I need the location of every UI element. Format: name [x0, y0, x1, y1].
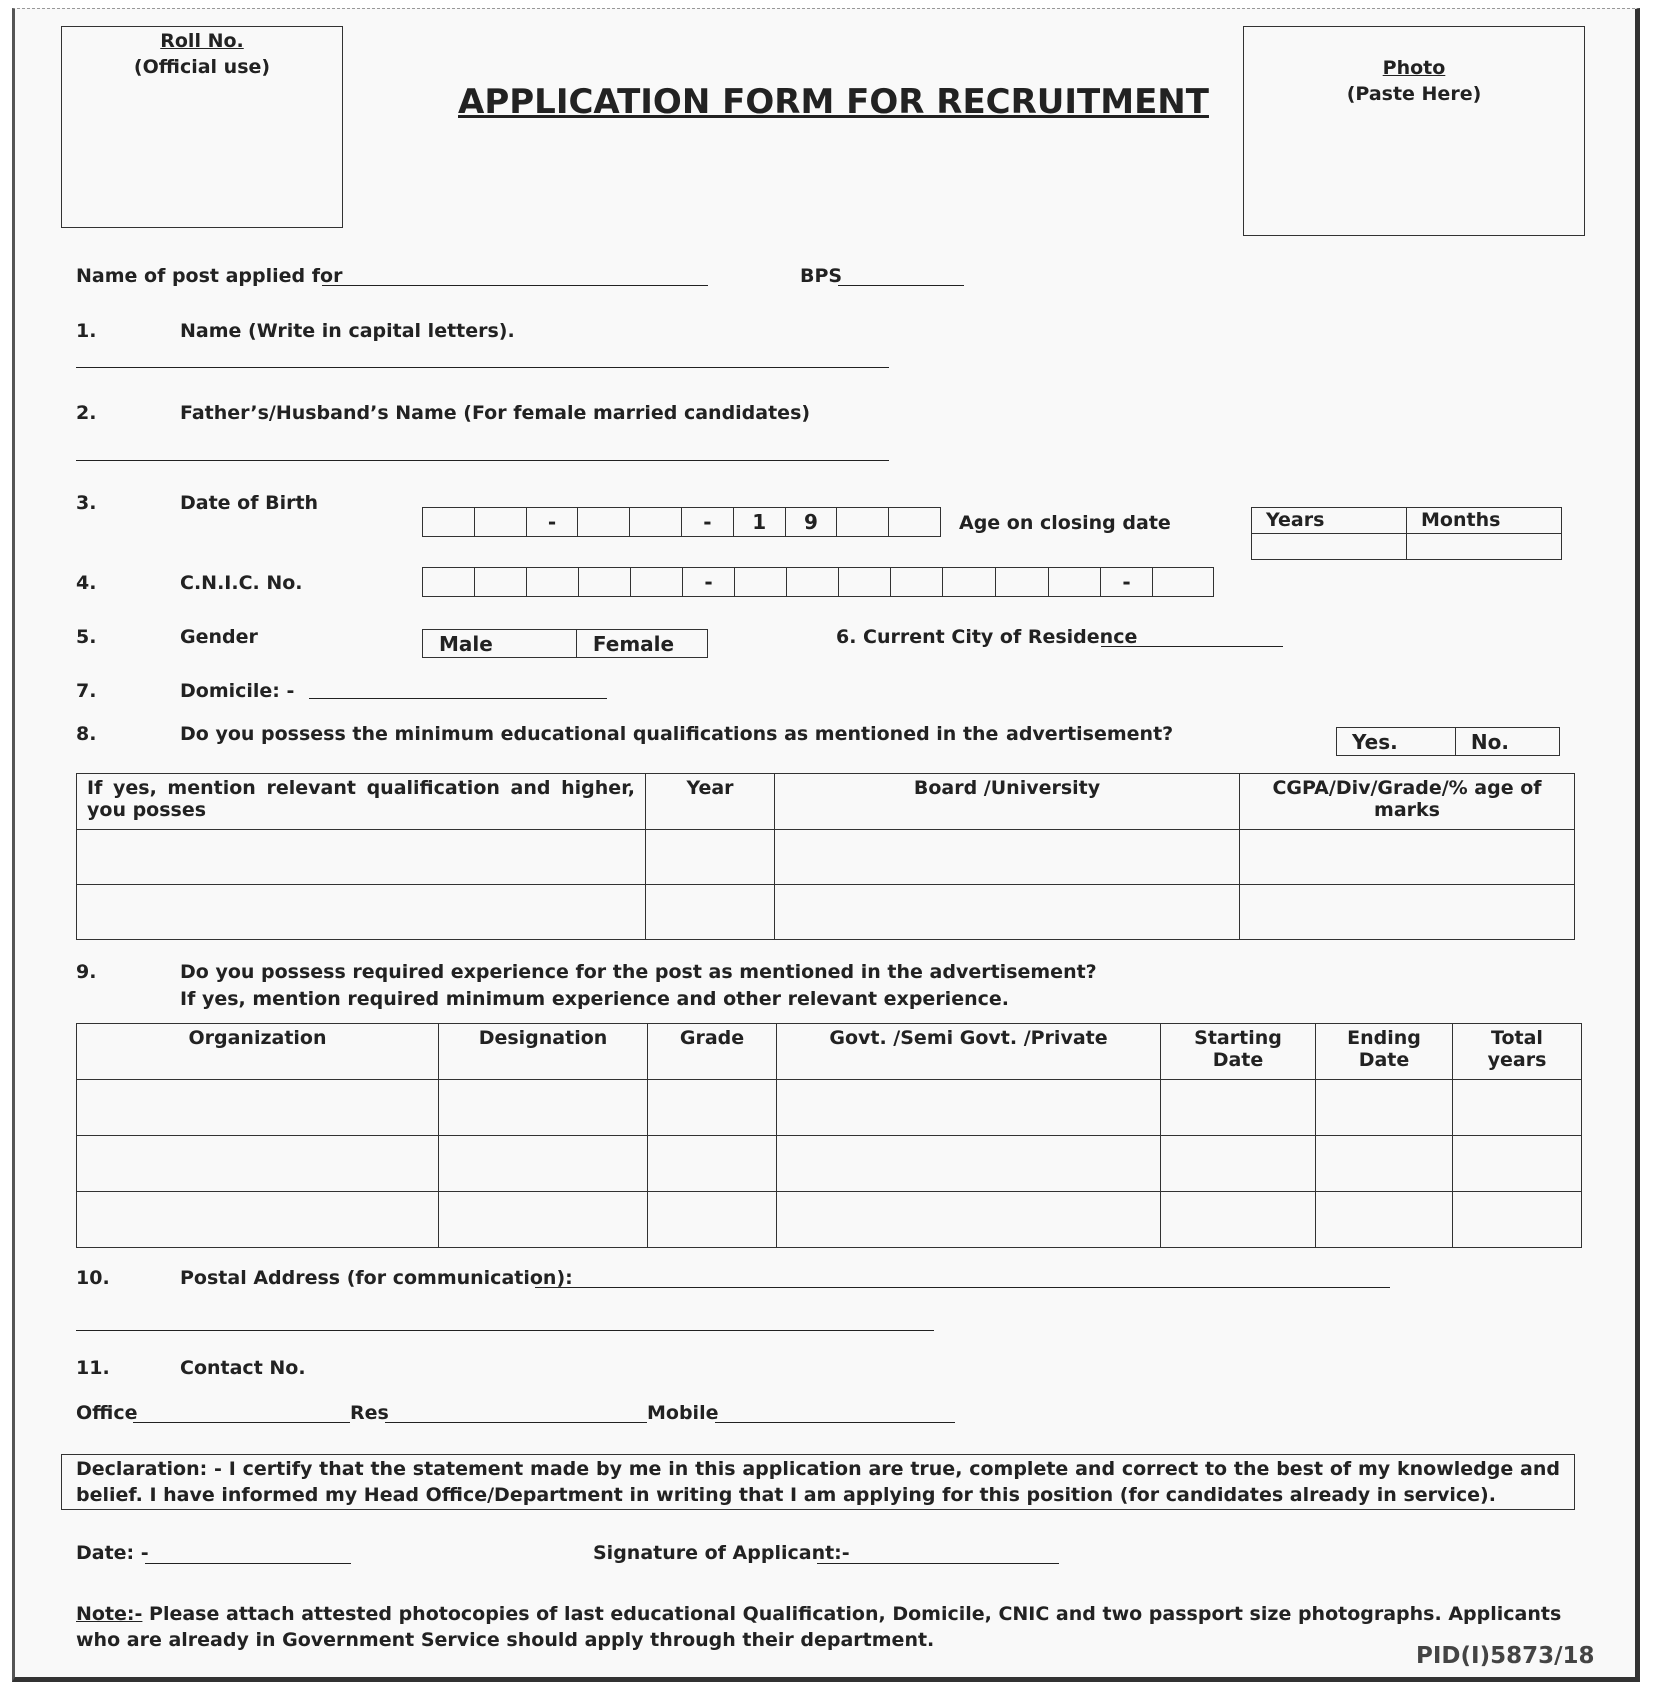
gender-options: [422, 629, 708, 658]
bps-input[interactable]: [838, 285, 964, 286]
cnic-cell[interactable]: [475, 568, 527, 596]
dob-cell[interactable]: [578, 508, 630, 536]
table-cell[interactable]: [439, 1136, 648, 1192]
grade-header: CGPA/Div/Grade/% age of marks: [1240, 774, 1575, 830]
table-cell[interactable]: [777, 1136, 1161, 1192]
field-9-label: Do you possess required experience for the post as mentioned in the advertisement?: [180, 961, 1097, 983]
dob-cell[interactable]: [423, 508, 475, 536]
dob-cell[interactable]: [630, 508, 682, 536]
field-10-number: 10.: [76, 1267, 110, 1289]
dob-cell[interactable]: [889, 508, 940, 536]
bps-label: BPS: [800, 265, 843, 287]
qualification-table: [76, 773, 1575, 940]
qualification-yes-option[interactable]: Yes.: [1337, 728, 1456, 755]
roll-no-title: Roll No.: [160, 30, 244, 52]
table-cell[interactable]: [1453, 1080, 1582, 1136]
cnic-cell[interactable]: [423, 568, 475, 596]
board-header: Board /University: [775, 774, 1240, 830]
cnic-input[interactable]: [422, 567, 1214, 597]
mobile-label: Mobile: [647, 1402, 719, 1424]
field-10-label: Postal Address (for communication):: [180, 1267, 573, 1289]
field-9-number: 9.: [76, 961, 97, 983]
table-cell[interactable]: [1453, 1192, 1582, 1248]
table-row: [77, 1080, 1582, 1136]
dob-cell[interactable]: 1: [734, 508, 786, 536]
res-label: Res: [350, 1402, 389, 1424]
cnic-cell[interactable]: [943, 568, 996, 596]
qualification-header: If yes, mention relevant qualification and higher, you posses: [77, 774, 646, 830]
date-label: Date: -: [76, 1542, 149, 1564]
cnic-cell[interactable]: [1049, 568, 1101, 596]
table-cell[interactable]: [777, 1192, 1161, 1248]
ending-date-header: Ending Date: [1316, 1024, 1453, 1080]
page-title: APPLICATION FORM FOR RECRUITMENT: [458, 82, 1209, 122]
table-cell[interactable]: [77, 830, 646, 885]
field-5-label: Gender: [180, 626, 258, 648]
designation-header: Designation: [439, 1024, 648, 1080]
address-input[interactable]: [535, 1287, 1390, 1288]
table-cell[interactable]: [1316, 1192, 1453, 1248]
signature-input[interactable]: [817, 1563, 1059, 1564]
cnic-cell[interactable]: [996, 568, 1049, 596]
post-label: Name of post applied for: [76, 265, 343, 287]
starting-date-header: Starting Date: [1161, 1024, 1316, 1080]
cnic-cell[interactable]: [1153, 568, 1203, 596]
cnic-cell[interactable]: [579, 568, 631, 596]
table-cell[interactable]: [646, 830, 775, 885]
table-row: [77, 885, 1575, 940]
table-cell[interactable]: [775, 885, 1240, 940]
table-cell[interactable]: [1316, 1080, 1453, 1136]
address-input-line2[interactable]: [76, 1330, 934, 1331]
field-9-label-cont: If yes, mention required minimum experience and other relevant experience.: [180, 988, 1009, 1010]
field-1-number: 1.: [76, 320, 97, 342]
cnic-cell[interactable]: [839, 568, 891, 596]
total-years-header: Total years: [1453, 1024, 1582, 1080]
field-4-label: C.N.I.C. No.: [180, 572, 303, 594]
photo-subtitle: (Paste Here): [1346, 83, 1482, 105]
table-row: [77, 1192, 1582, 1248]
gender-female-option[interactable]: Female: [592, 631, 675, 656]
cnic-separator: -: [1101, 568, 1153, 596]
table-cell[interactable]: [775, 830, 1240, 885]
post-input[interactable]: [322, 285, 708, 286]
table-cell[interactable]: [77, 1192, 439, 1248]
table-cell[interactable]: [646, 885, 775, 940]
age-table: [1251, 507, 1562, 560]
field-2-label: Father’s/Husband’s Name (For female married candidates): [180, 402, 811, 424]
age-label: Age on closing date: [959, 512, 1171, 534]
dob-input[interactable]: [422, 507, 941, 537]
organization-header: Organization: [77, 1024, 439, 1080]
table-cell[interactable]: [1240, 885, 1575, 940]
dob-cell[interactable]: 9: [786, 508, 838, 536]
age-months-cell[interactable]: [1407, 534, 1562, 560]
qualification-yes-no: [1336, 727, 1560, 756]
table-cell[interactable]: [77, 885, 646, 940]
field-11-label: Contact No.: [180, 1357, 306, 1379]
father-name-input[interactable]: [76, 460, 889, 461]
gender-male-option[interactable]: Male: [423, 630, 577, 657]
age-months-header: Months: [1407, 508, 1562, 534]
field-2-number: 2.: [76, 402, 97, 424]
note-text: Please attach attested photocopies of last educational Qualification, Domicile, CNIC and two passport size photographs. Applicants who are already in Government Service should apply through their department.: [76, 1603, 1562, 1651]
cnic-cell[interactable]: [631, 568, 683, 596]
year-header: Year: [646, 774, 775, 830]
field-3-number: 3.: [76, 492, 97, 514]
pid-code: PID(I)5873/18: [1416, 1643, 1595, 1669]
date-input[interactable]: [145, 1563, 351, 1564]
sector-header: Govt. /Semi Govt. /Private: [777, 1024, 1161, 1080]
field-4-number: 4.: [76, 572, 97, 594]
field-7-number: 7.: [76, 680, 97, 702]
table-cell[interactable]: [1161, 1192, 1316, 1248]
table-cell[interactable]: [77, 1136, 439, 1192]
table-cell[interactable]: [1161, 1080, 1316, 1136]
age-years-cell[interactable]: [1252, 534, 1407, 560]
table-cell[interactable]: [648, 1192, 777, 1248]
table-cell[interactable]: [1161, 1136, 1316, 1192]
table-cell[interactable]: [1316, 1136, 1453, 1192]
dob-cell[interactable]: [475, 508, 527, 536]
table-cell[interactable]: [439, 1192, 648, 1248]
field-6-label: 6. Current City of Residence: [836, 626, 1138, 648]
office-phone-input[interactable]: [133, 1422, 350, 1423]
office-label: Office: [76, 1402, 138, 1424]
field-8-label: Do you possess the minimum educational qualifications as mentioned in the: [180, 723, 999, 745]
domicile-input[interactable]: [309, 698, 607, 699]
table-cell[interactable]: [777, 1080, 1161, 1136]
qualification-no-option[interactable]: No.: [1470, 729, 1509, 754]
table-row: [77, 1136, 1582, 1192]
grade-header: Grade: [648, 1024, 777, 1080]
field-5-number: 5.: [76, 626, 97, 648]
roll-no-subtitle: (Official use): [133, 56, 271, 78]
table-cell[interactable]: [1240, 830, 1575, 885]
declaration-box: [61, 1454, 1575, 1510]
city-input[interactable]: [1101, 646, 1283, 647]
field-8-label-cont: advertisement?: [1006, 723, 1174, 745]
dob-separator: -: [682, 508, 734, 536]
field-3-label: Date of Birth: [180, 492, 319, 514]
cnic-cell[interactable]: [527, 568, 579, 596]
cnic-cell[interactable]: [787, 568, 839, 596]
field-1-label: Name (Write in capital letters).: [180, 320, 515, 342]
signature-label: Signature of Applicant:-: [593, 1542, 850, 1564]
note-label: Note:-: [76, 1603, 143, 1625]
res-phone-input[interactable]: [385, 1422, 647, 1423]
cnic-cell[interactable]: [735, 568, 787, 596]
table-cell[interactable]: [648, 1080, 777, 1136]
field-11-number: 11.: [76, 1357, 110, 1379]
field-8-number: 8.: [76, 723, 97, 745]
note: [76, 1601, 1584, 1653]
table-row: [77, 830, 1575, 885]
experience-table: [76, 1023, 1582, 1248]
dob-cell[interactable]: [837, 508, 889, 536]
cnic-separator: -: [683, 568, 735, 596]
table-cell[interactable]: [439, 1080, 648, 1136]
name-input[interactable]: [76, 367, 889, 368]
declaration-text: Declaration: - I certify that the statement made by me in this application are true, complete and correct to the best of my knowledge and belief. I have informed my Head Office/Department in writing that I am applying for this position (for candidates already in service).: [76, 1458, 1560, 1506]
table-cell[interactable]: [77, 1080, 439, 1136]
dob-separator: -: [527, 508, 579, 536]
cnic-cell[interactable]: [891, 568, 943, 596]
age-years-header: Years: [1252, 508, 1407, 534]
mobile-phone-input[interactable]: [715, 1422, 955, 1423]
table-cell[interactable]: [648, 1136, 777, 1192]
photo-title: Photo: [1382, 57, 1446, 79]
field-7-label: Domicile: -: [180, 680, 295, 702]
table-cell[interactable]: [1453, 1136, 1582, 1192]
